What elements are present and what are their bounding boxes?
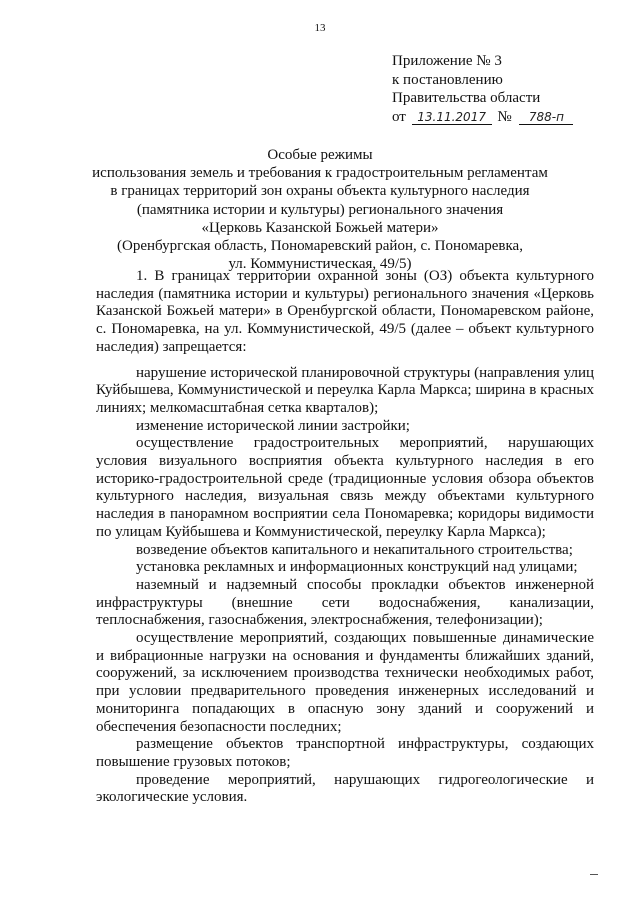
approval-stamp-block (392, 52, 573, 126)
appendix-label: Приложение № 3 (392, 53, 502, 69)
title-line-6: (Оренбургская область, Пономаревский район, с. Пономаревка, (117, 238, 523, 255)
title-line-3: в границах территорий зон охраны объекта культурного наследия (110, 183, 530, 200)
prohibition-item: возведение объектов капитального и некапитального строительства; (136, 541, 573, 558)
prohibition-item: осуществление мероприятий, создающих повышенные динамические и вибрационные нагрузки на основания и фундаменты ближайших зданий, сооружений, за исключением производства технически необходимых работ, при условии предварительного проведения инженерных исследований и мониторинга попадающих в опасную зону зданий и сооружений и обеспечения безопасности последних; (96, 630, 594, 735)
prohibition-item: установка рекламных и информационных конструкций над улицами; (136, 559, 578, 576)
paragraph-intro: 1. В границах территории охранной зоны (ОЗ) объекта культурного наследия (памятника истории и культуры) регионального значения «Церковь Казанской Божьей матери» в Оренбургской области, Пономаревском районе, с. Пономаревка, на ул. Коммунистической, 49/5 (далее – объект культурного наследия) запрещается: (96, 268, 594, 355)
prohibition-item: проведение мероприятий, нарушающих гидрогеологические и экологические условия. (96, 771, 594, 806)
title-line-2: использования земель и требования к градостроительным регламентам (92, 165, 548, 182)
document-body (96, 268, 594, 807)
scan-mark (590, 874, 598, 875)
resolution-label: к постановлению (392, 71, 503, 88)
prohibition-item: осуществление градостроительных мероприятий, нарушающих условия визуального восприятия объекта культурного наследия в его историко-градостроительной среде (традиционные условия обзора объектов культурного наследия, визуальная связь между объектами культурного наследия в панорамном восприятии села Пономаревка; коридоры видимости по улицам Куйбышева и Коммунистической, переулку Карла Маркса); (96, 435, 594, 540)
date-number-line (392, 108, 573, 127)
prohibition-item: наземный и надземный способы прокладки объектов инженерной инфраструктуры (внешние сети водоснабжения, канализации, теплоснабжения, газоснабжения, электроснабжения, телефонизации); (96, 576, 594, 629)
title-line-7: ул. Коммунистическая, 49/5) (228, 256, 412, 273)
page-number: 13 (314, 22, 326, 34)
number-prefix: № (497, 108, 512, 125)
document-title (0, 146, 640, 273)
prohibition-item: изменение исторической линии застройки; (136, 417, 410, 434)
prohibition-item: размещение объектов транспортной инфраструктуры, создающих повышение грузовых потоков; (96, 736, 594, 770)
handwritten-date: 13.11.2017 (412, 110, 492, 125)
government-label: Правительства области (392, 90, 541, 106)
title-line-5: «Церковь Казанской Божьей матери» (201, 219, 439, 236)
title-line-1: Особые режимы (267, 147, 373, 163)
date-prefix: от (392, 108, 406, 125)
prohibition-item: нарушение исторической планировочной структуры (направления улиц Куйбышева, Коммунистической и переулка Карла Маркса; ширина в красных линиях; мелкомасштабная сетка кварталов); (96, 364, 594, 416)
title-line-4: (памятника истории и культуры) регионального значения (136, 201, 504, 218)
handwritten-number: 788-п (519, 110, 573, 125)
